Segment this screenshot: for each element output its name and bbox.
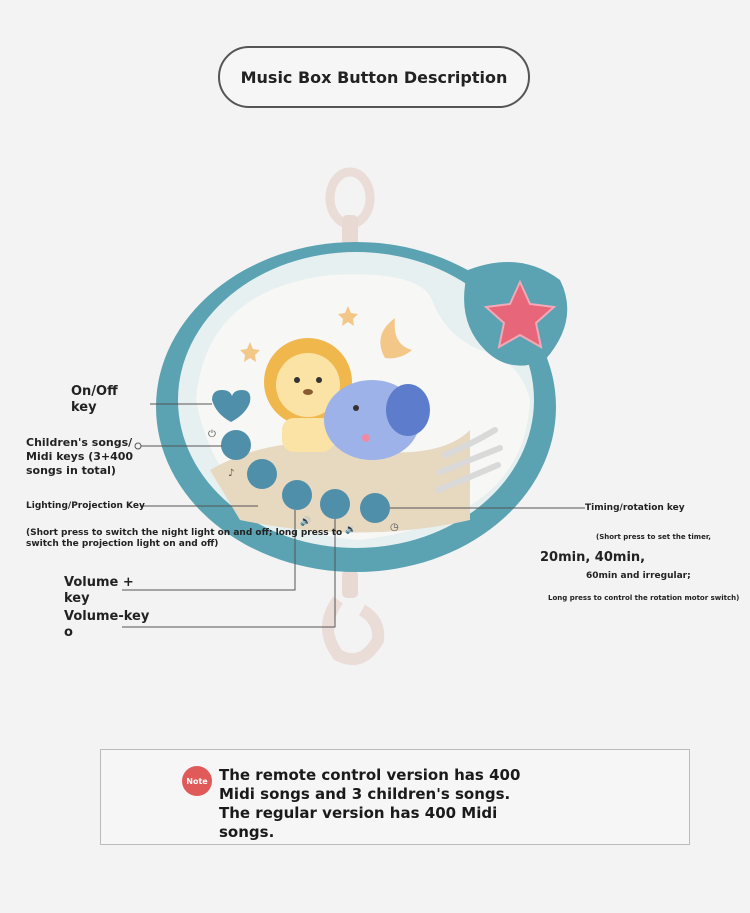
note-badge: Note (182, 766, 212, 796)
volume-plus-label: Volume + key (64, 575, 134, 607)
timing-description-3: 60min and irregular; (586, 571, 691, 581)
lighting-button (247, 459, 277, 489)
on-off-label: On/Off key (71, 384, 118, 416)
lighting-description: (Short press to switch the night light on and off; long press to switch the projection light on and off) (26, 528, 343, 550)
note-box (100, 749, 690, 845)
lighting-label: Lighting/Projection Key (26, 501, 145, 511)
childrens-songs-label: Children's songs/ Midi keys (3+400 songs in total) (26, 436, 134, 477)
top-hanger-icon (330, 172, 370, 247)
bottom-hook-icon (328, 570, 378, 659)
timing-label: Timing/rotation key (585, 503, 685, 513)
timing-description-4: Long press to control the rotation motor switch) (548, 594, 740, 602)
volume-minus-button (320, 489, 350, 519)
note-icon: ♪ (228, 468, 235, 479)
timing-description-2: 20min, 40min, (540, 550, 646, 565)
timing-description-1: (Short press to set the timer, (596, 533, 711, 541)
timer-icon: ◷ (390, 522, 399, 533)
note-text: The remote control version has 400 Midi songs and 3 children's songs. The regular version has 400 Midi songs. (219, 766, 521, 841)
speaker-minus-icon: 🔉 (345, 525, 357, 535)
power-icon: ⏻ (208, 429, 216, 440)
volume-minus-label: Volume-key o (64, 609, 150, 641)
childrens-songs-button (221, 430, 251, 460)
volume-plus-button (282, 480, 312, 510)
speaker-plus-icon: 🔊 (300, 517, 312, 527)
page-title: Music Box Button Description (218, 46, 530, 108)
timing-button (360, 493, 390, 523)
